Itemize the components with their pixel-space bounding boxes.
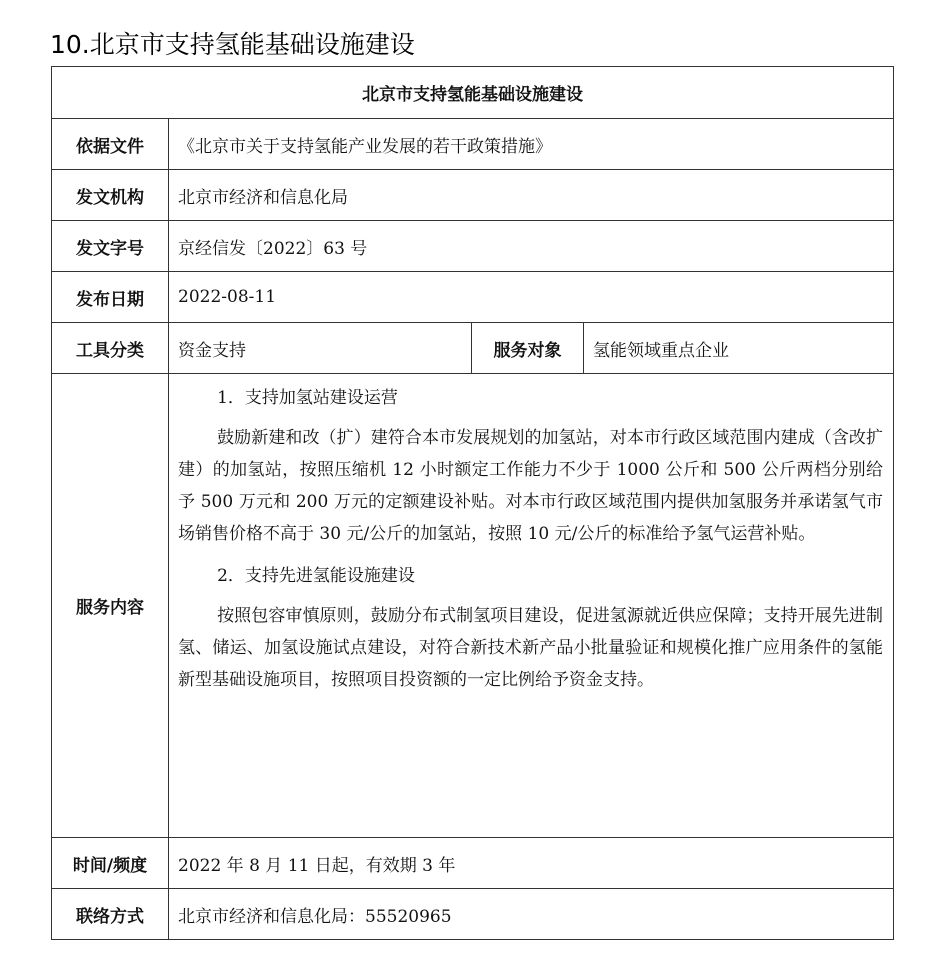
policy-table <box>51 66 894 940</box>
doc-number-value: 京经信发〔2022〕63 号 <box>169 221 894 272</box>
section2-body: 按照包容审慎原则，鼓励分布式制氢项目建设，促进氢源就近供应保障；支持开展先进制氢、储运、加氢设施试点建设，对符合新技术新产品小批量验证和规模化推广应用条件的氢能新型基础设施项目，按照项目投资额的一定比例给予资金支持。 <box>178 606 883 690</box>
table-row-basis <box>52 119 894 170</box>
basis-value: 《北京市关于支持氢能产业发展的若干政策措施》 <box>169 119 894 170</box>
table-row-tool <box>52 323 894 374</box>
section1-body: 鼓励新建和改（扩）建符合本市发展规划的加氢站，对本市行政区域范围内建成（含改扩建）的加氢站，按照压缩机 12 小时额定工作能力不少于 1000 公斤和 500 公斤两档分别给予 500 万元和 200 万元的定额建设补贴。对本市行政区域范围内提供加氢服务并承诺氢气市场销售价格不高于 30 元/公斤的加氢站，按照 10 元/公斤的标准给予氢气运营补贴。 <box>178 428 883 544</box>
basis-label: 依据文件 <box>52 119 169 170</box>
section2-title: 2．支持先进氢能设施建设 <box>217 566 415 586</box>
table-row-doc-number <box>52 221 894 272</box>
target-value: 氢能领域重点企业 <box>584 323 894 374</box>
table-row-date <box>52 272 894 323</box>
content-label: 服务内容 <box>52 374 169 838</box>
table-row-content <box>52 374 894 838</box>
period-label: 时间/频度 <box>52 838 169 889</box>
target-label: 服务对象 <box>472 323 584 374</box>
contact-label: 联络方式 <box>52 889 169 940</box>
doc-number-label: 发文字号 <box>52 221 169 272</box>
date-value: 2022-08-11 <box>169 272 894 323</box>
contact-value: 北京市经济和信息化局：55520965 <box>169 889 894 940</box>
tool-label: 工具分类 <box>52 323 169 374</box>
tool-value: 资金支持 <box>169 323 472 374</box>
issuer-value: 北京市经济和信息化局 <box>169 170 894 221</box>
table-header-row <box>52 67 894 119</box>
page-title: 10.北京市支持氢能基础设施建设 <box>50 30 415 59</box>
content-value <box>169 374 894 838</box>
period-value: 2022 年 8 月 11 日起，有效期 3 年 <box>169 838 894 889</box>
section1-title: 1．支持加氢站建设运营 <box>217 388 398 408</box>
table-row-period <box>52 838 894 889</box>
table-header: 北京市支持氢能基础设施建设 <box>52 67 894 119</box>
table-row-contact <box>52 889 894 940</box>
table-row-issuer <box>52 170 894 221</box>
issuer-label: 发文机构 <box>52 170 169 221</box>
date-label: 发布日期 <box>52 272 169 323</box>
